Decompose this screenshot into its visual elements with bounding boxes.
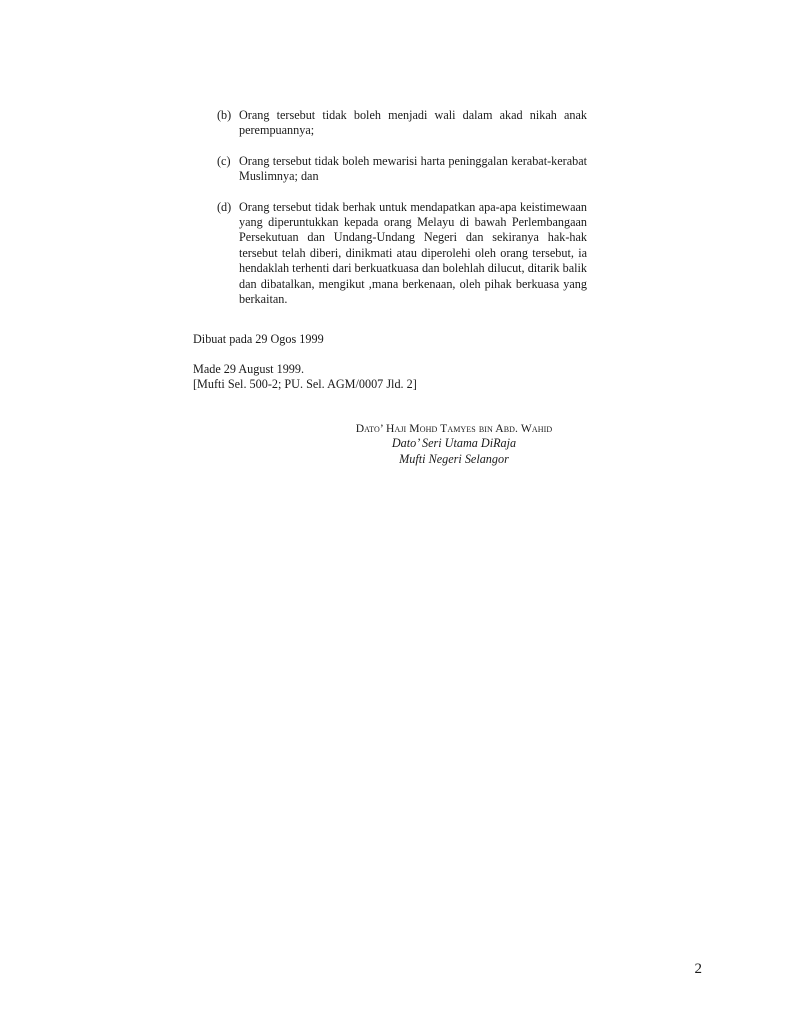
signatory-title: Dato’ Seri Utama DiRaja [391, 436, 517, 451]
made-date-english: Made 29 August 1999. [193, 362, 305, 376]
clause-marker: (b) [217, 108, 232, 122]
clause-list [217, 108, 587, 322]
signatory-office: Mufti Negeri Selangor [399, 451, 509, 466]
clause-item-b [217, 108, 587, 139]
clause-item-c [217, 154, 587, 185]
clause-marker: (c) [217, 153, 231, 168]
clause-text: Orang tersebut tidak boleh menjadi wali dalam akad nikah anak perempuannya; [239, 108, 587, 138]
clause-text: Orang tersebut tidak boleh mewarisi harta peninggalan kerabat-kerabat Muslimnya; dan [239, 153, 587, 184]
clause-text: Orang tersebut tidak berhak untuk mendapatkan apa-apa keistimewaan yang diperuntukkan kepada orang Melayu di bawah Perlembangaan Persekutuan dan Undang-Undang Negeri dan sekiranya hak-hak tersebut telah diberi, dinikmati atau diperolehi oleh orang tersebut, ia hendaklah terhenti dari berkuatkuasa dan bolehlah dilucut, ditarik balik dan dibatalkan, mengikut ,mana berkenaan, oleh pihak berkuasa yang berkaitan. [239, 199, 587, 307]
reference-number: [Mufti Sel. 500-2; PU. Sel. AGM/0007 Jld. 2] [193, 377, 417, 391]
page-number: 2 [694, 961, 702, 977]
signature-block [300, 421, 608, 467]
clause-marker: (d) [217, 199, 232, 214]
clause-item-d [217, 200, 587, 308]
made-date-malay: Dibuat pada 29 Ogos 1999 [193, 332, 324, 346]
signatory-name: Dato’ Haji Mohd Tamyes bin Abd. Wahid [355, 422, 553, 435]
